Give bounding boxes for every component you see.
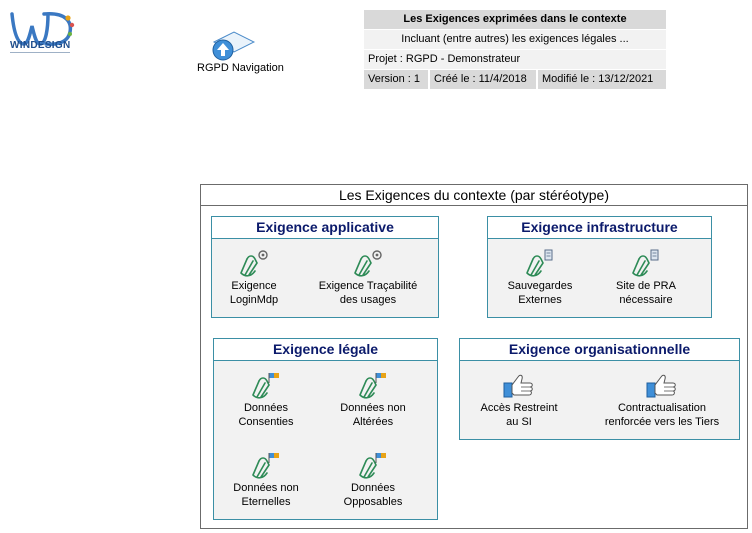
requirement-flag-icon xyxy=(249,451,283,479)
group-title: Exigence infrastructure xyxy=(488,217,711,239)
header-version: Version : 1 xyxy=(364,70,428,89)
group-exigence-applicative[interactable] xyxy=(211,216,439,318)
item-label-line2: renforcée vers les Tiers xyxy=(604,416,720,428)
item-label-line2: Opposables xyxy=(343,496,403,508)
header-project: Projet : RGPD - Demonstrateur xyxy=(364,50,666,69)
group-exigence-infrastructure[interactable] xyxy=(487,216,712,318)
header-subtitle: Incluant (entre autres) les exigences légales ... xyxy=(364,30,666,49)
navigation-label[interactable]: RGPD Navigation xyxy=(197,62,284,74)
requirement-item[interactable] xyxy=(312,249,424,307)
diagram-header xyxy=(364,10,666,88)
header-title: Les Exigences exprimées dans le contexte xyxy=(364,10,666,29)
group-exigence-legale[interactable] xyxy=(213,338,438,520)
item-label-line1: Données non xyxy=(233,482,299,494)
item-label-line1: Exigence Traçabilité xyxy=(318,280,418,292)
header-created: Créé le : 11/4/2018 xyxy=(430,70,536,89)
item-label-line2: Externes xyxy=(518,294,562,306)
requirement-flag-icon xyxy=(356,371,390,399)
requirement-server-icon xyxy=(523,249,557,277)
item-label-line2: des usages xyxy=(339,294,397,306)
requirement-item[interactable] xyxy=(332,451,414,509)
header-modified: Modifié le : 13/12/2021 xyxy=(538,70,666,89)
requirement-item[interactable] xyxy=(608,249,684,307)
item-label-line2: Altérées xyxy=(352,416,394,428)
item-label-line2: Eternelles xyxy=(241,496,291,508)
requirement-item[interactable] xyxy=(226,451,306,509)
logo-tagline-graphic xyxy=(10,51,70,55)
thumbs-up-icon xyxy=(502,371,536,399)
requirement-gear-icon xyxy=(351,249,385,277)
item-label-line1: Données non xyxy=(340,402,406,414)
item-label-line1: Contractualisation xyxy=(617,402,707,414)
header-meta-row xyxy=(364,70,666,89)
requirement-item[interactable] xyxy=(332,371,414,429)
item-label-line1: Données xyxy=(243,402,289,414)
item-label-line1: Accès Restreint xyxy=(480,402,558,414)
item-label-line2: au SI xyxy=(506,416,532,428)
requirement-gear-icon xyxy=(237,249,271,277)
group-exigence-organisationnelle[interactable] xyxy=(459,338,740,440)
requirement-item[interactable] xyxy=(500,249,580,307)
requirement-item[interactable] xyxy=(596,371,728,429)
item-label-line2: Consenties xyxy=(238,416,294,428)
item-label-line2: nécessaire xyxy=(619,294,673,306)
item-label-line1: Site de PRA xyxy=(616,280,676,292)
group-title: Exigence applicative xyxy=(212,217,438,239)
requirement-item[interactable] xyxy=(218,249,290,307)
requirement-server-icon xyxy=(629,249,663,277)
container-title: Les Exigences du contexte (par stéréotype) xyxy=(201,185,747,206)
group-title: Exigence légale xyxy=(214,339,437,361)
item-label-line1: Données xyxy=(350,482,396,494)
requirement-flag-icon xyxy=(249,371,283,399)
navigation-arrow-icon xyxy=(190,28,290,62)
requirement-item[interactable] xyxy=(226,371,306,429)
group-title: Exigence organisationnelle xyxy=(460,339,739,361)
requirement-item[interactable] xyxy=(474,371,564,429)
item-label-line2: LoginMdp xyxy=(229,294,279,306)
item-label-line1: Sauvegardes xyxy=(507,280,573,292)
requirement-flag-icon xyxy=(356,451,390,479)
thumbs-up-icon xyxy=(645,371,679,399)
logo-text: WINDESIGN xyxy=(10,40,71,51)
item-label-line1: Exigence xyxy=(231,280,277,292)
